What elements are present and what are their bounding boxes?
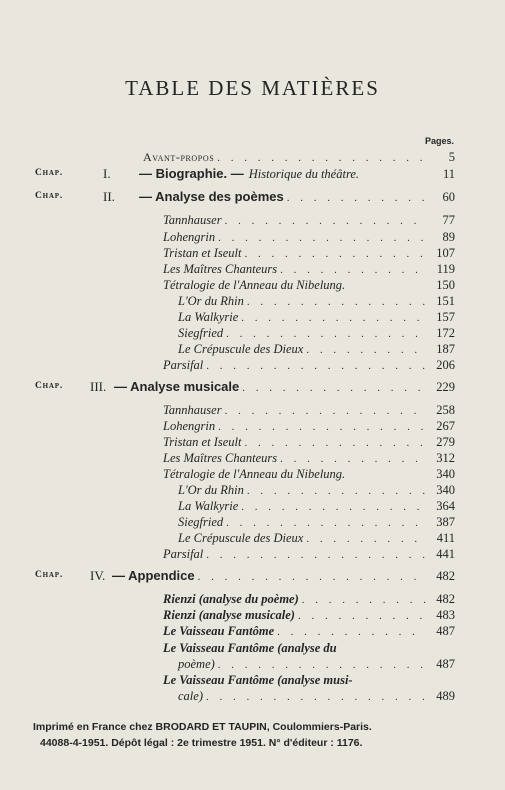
toc-subentry (163, 261, 455, 277)
entry-label: Lohengrin (163, 230, 216, 244)
dot-leader (225, 403, 426, 419)
toc-entry-chapter-3 (90, 379, 455, 395)
entry-label: La Walkyrie (178, 310, 239, 324)
entry-page: 187 (436, 342, 455, 356)
toc-subentry (163, 546, 455, 562)
entry-label: Tannhauser (163, 403, 222, 417)
toc-subentry (163, 277, 455, 293)
entry-label: Le Crépuscule des Dieux (178, 531, 304, 545)
toc-subentry (163, 672, 455, 688)
chapter-subtitle: Historique du théâtre. (248, 167, 360, 181)
dot-leader (302, 592, 426, 608)
entry-page: 229 (436, 380, 455, 394)
entry-label: Tannhauser (163, 213, 222, 227)
toc-subentry (163, 418, 455, 434)
entry-page: 77 (442, 213, 455, 227)
entry-label: Rienzi (analyse musicale) (163, 608, 295, 622)
toc-subentry (163, 402, 455, 418)
dot-leader (287, 190, 426, 206)
toc-subentry (163, 212, 455, 228)
legal-deposit-line: 44088-4-1951. Dépôt légal : 2e trimestre 1951. N° d'éditeur : 1176. (40, 737, 363, 749)
entry-page: 258 (436, 403, 455, 417)
entry-label: Le Vaisseau Fantôme (analyse du (163, 641, 337, 655)
chapter-label: Chap. (35, 570, 64, 580)
dot-leader (244, 435, 426, 451)
entry-page: 107 (436, 246, 455, 260)
toc-subentry (178, 498, 455, 514)
chapter-title: — Biographie. — (139, 166, 244, 181)
toc-entry-chapter-4 (90, 568, 455, 584)
entry-page: 206 (436, 358, 455, 372)
page-title: TABLE DES MATIÈRES (125, 76, 380, 100)
dot-leader (241, 310, 426, 326)
chapter-number: III. (90, 379, 107, 394)
dot-leader (247, 294, 426, 310)
pages-column-header: Pages. (425, 136, 455, 146)
dot-leader (206, 547, 426, 563)
entry-label: Tristan et Iseult (163, 246, 242, 260)
dot-leader (280, 262, 426, 278)
entry-page: 487 (436, 624, 455, 638)
toc-subentry-continuation (178, 688, 455, 704)
entry-page: 172 (436, 326, 455, 340)
dot-leader (298, 608, 426, 624)
entry-page: 340 (436, 467, 455, 481)
toc-subentry (163, 607, 455, 623)
entry-label-continued: poème) (178, 657, 215, 671)
entry-label: Tristan et Iseult (163, 435, 242, 449)
chapter-label: Chap. (35, 191, 64, 201)
toc-subentry (163, 245, 455, 261)
toc-subentry (163, 591, 455, 607)
entry-label: Le Vaisseau Fantôme (analyse musi- (163, 673, 353, 687)
entry-page: 482 (436, 569, 455, 583)
toc-subentry (163, 450, 455, 466)
entry-page: 364 (436, 499, 455, 513)
chapter-label: Chap. (35, 381, 64, 391)
toc-subentry (163, 357, 455, 373)
toc-entry-chapter-1 (103, 166, 455, 182)
entry-page: 89 (442, 230, 455, 244)
entry-label: Les Maîtres Chanteurs (163, 262, 278, 276)
chapter-title: — Analyse musicale (114, 379, 240, 394)
entry-label: Tétralogie de l'Anneau du Nibelung. (163, 467, 346, 481)
entry-page: 387 (436, 515, 455, 529)
entry-page: 483 (436, 608, 455, 622)
entry-label: Tétralogie de l'Anneau du Nibelung. (163, 278, 346, 292)
chapter-number: II. (103, 189, 115, 204)
entry-label: Avant-propos (143, 150, 215, 164)
entry-label: Le Vaisseau Fantôme (163, 624, 275, 638)
toc-subentry (163, 229, 455, 245)
dot-leader (306, 531, 426, 547)
dot-leader (277, 624, 426, 640)
entry-label: Siegfried (178, 515, 224, 529)
dot-leader (226, 326, 426, 342)
dot-leader (306, 342, 426, 358)
toc-subentry (163, 623, 455, 639)
entry-label: Le Crépuscule des Dieux (178, 342, 304, 356)
toc-subentry (178, 293, 455, 309)
dot-leader (247, 483, 426, 499)
entry-label: L'Or du Rhin (178, 483, 244, 497)
entry-label: Les Maîtres Chanteurs (163, 451, 278, 465)
toc-subentry (178, 325, 455, 341)
dot-leader (217, 150, 426, 166)
printer-imprint: Imprimé en France chez BRODARD ET TAUPIN, Coulommiers-Paris. (33, 721, 372, 733)
chapter-title: — Appendice (112, 568, 195, 583)
entry-page: 411 (436, 531, 455, 545)
entry-page: 150 (436, 278, 455, 292)
toc-subentry-continuation (178, 656, 455, 672)
dot-leader (241, 499, 426, 515)
entry-label: Parsifal (163, 358, 204, 372)
entry-page: 267 (436, 419, 455, 433)
entry-label: Lohengrin (163, 419, 216, 433)
entry-page: 11 (442, 167, 455, 181)
entry-page: 279 (436, 435, 455, 449)
entry-page: 60 (442, 190, 455, 204)
chapter-number: I. (103, 166, 111, 181)
dot-leader (226, 515, 426, 531)
chapter-label: Chap. (35, 168, 64, 178)
entry-page: 482 (436, 592, 455, 606)
entry-label: Parsifal (163, 547, 204, 561)
dot-leader (218, 419, 426, 435)
entry-page: 151 (436, 294, 455, 308)
entry-label: Rienzi (analyse du poème) (163, 592, 299, 606)
dot-leader (206, 689, 426, 705)
toc-subentry (178, 482, 455, 498)
dot-leader (198, 569, 426, 585)
toc-subentry (178, 530, 455, 546)
toc-subentry (163, 640, 455, 656)
entry-label: La Walkyrie (178, 499, 239, 513)
toc-subentry (178, 341, 455, 357)
dot-leader (225, 213, 426, 229)
dot-leader (218, 657, 426, 673)
dot-leader (218, 230, 426, 246)
entry-page: 119 (436, 262, 455, 276)
chapter-number: IV. (90, 568, 106, 583)
entry-label-continued: cale) (178, 689, 203, 703)
entry-page: 340 (436, 483, 455, 497)
dot-leader (206, 358, 426, 374)
chapter-title: — Analyse des poèmes (139, 189, 284, 204)
entry-label: L'Or du Rhin (178, 294, 244, 308)
toc-subentry (178, 514, 455, 530)
dot-leader (242, 380, 426, 396)
entry-page: 489 (436, 689, 455, 703)
toc-subentry (163, 466, 455, 482)
dot-leader (280, 451, 426, 467)
entry-page: 312 (436, 451, 455, 465)
entry-page: 441 (436, 547, 455, 561)
toc-entry-avant-propos (143, 149, 455, 165)
toc-entry-chapter-2 (103, 189, 455, 205)
entry-page: 5 (448, 150, 455, 164)
entry-page: 157 (436, 310, 455, 324)
toc-subentry (178, 309, 455, 325)
entry-page: 487 (436, 657, 455, 671)
entry-label: Siegfried (178, 326, 224, 340)
toc-subentry (163, 434, 455, 450)
dot-leader (244, 246, 426, 262)
